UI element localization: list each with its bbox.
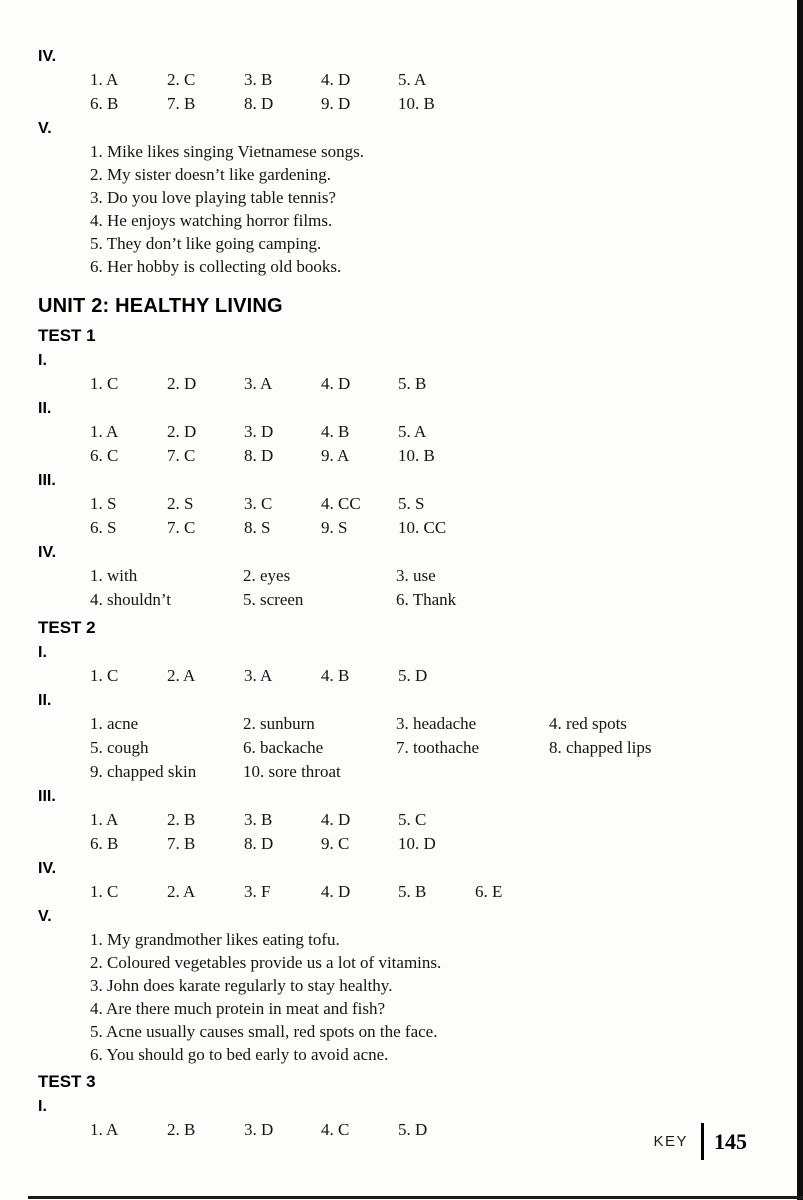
answer-grid bbox=[90, 1118, 743, 1142]
answer-item: 10. CC bbox=[398, 518, 447, 537]
answer-grid bbox=[90, 808, 743, 856]
answer-sentence: 6. You should go to bed early to avoid acne. bbox=[90, 1045, 389, 1064]
answer-item: 8. chapped lips bbox=[549, 738, 652, 757]
answer-item: 3. use bbox=[396, 566, 436, 585]
answer-grid bbox=[90, 664, 743, 688]
answer-row bbox=[90, 736, 743, 760]
answer-sentence: 1. Mike likes singing Vietnamese songs. bbox=[90, 142, 364, 161]
sentence-list bbox=[90, 140, 743, 278]
answer-item: 7. C bbox=[167, 446, 196, 465]
section-label: II. bbox=[38, 692, 52, 709]
answer-item: 6. backache bbox=[243, 738, 324, 757]
answer-grid bbox=[90, 492, 743, 540]
answer-item: 4. D bbox=[321, 882, 351, 901]
answer-sentence: 3. Do you love playing table tennis? bbox=[90, 188, 336, 207]
answer-grid bbox=[90, 420, 743, 468]
answer-item: 4. shouldn’t bbox=[90, 590, 171, 609]
answer-sentence: 1. My grandmother likes eating tofu. bbox=[90, 930, 340, 949]
answer-row bbox=[90, 760, 743, 784]
answer-item: 5. cough bbox=[90, 738, 149, 757]
answer-item: 1. acne bbox=[90, 714, 139, 733]
answer-item: 2. sunburn bbox=[243, 714, 315, 733]
answer-item: 1. with bbox=[90, 566, 138, 585]
answer-item: 10. D bbox=[398, 834, 436, 853]
section-label: V. bbox=[38, 908, 52, 925]
answer-item: 4. red spots bbox=[549, 714, 627, 733]
answer-item: 3. B bbox=[244, 810, 273, 829]
answer-item: 4. D bbox=[321, 374, 351, 393]
answer-item: 5. C bbox=[398, 810, 427, 829]
answer-sentence: 6. Her hobby is collecting old books. bbox=[90, 257, 342, 276]
answer-row bbox=[90, 444, 743, 468]
answer-item: 3. F bbox=[244, 882, 271, 901]
answer-item: 3. B bbox=[244, 70, 273, 89]
test-heading: TEST 2 bbox=[38, 618, 96, 637]
answer-grid bbox=[90, 712, 743, 784]
answer-item: 2. B bbox=[167, 1120, 196, 1139]
answer-item: 9. S bbox=[321, 518, 348, 537]
answer-item: 1. A bbox=[90, 1120, 119, 1139]
answer-grid bbox=[90, 564, 743, 612]
answer-item: 3. headache bbox=[396, 714, 477, 733]
unit-heading: UNIT 2: HEALTHY LIVING bbox=[38, 295, 283, 317]
answer-item: 1. A bbox=[90, 810, 119, 829]
answer-row bbox=[90, 588, 743, 612]
scan-edge-right bbox=[797, 0, 803, 1200]
answer-item: 6. C bbox=[90, 446, 119, 465]
answer-sentence: 2. My sister doesn’t like gardening. bbox=[90, 165, 331, 184]
answer-item: 2. B bbox=[167, 810, 196, 829]
answer-item: 8. D bbox=[244, 94, 274, 113]
answer-item: 1. C bbox=[90, 374, 119, 393]
answer-sentence: 4. He enjoys watching horror films. bbox=[90, 211, 333, 230]
section-label: III. bbox=[38, 472, 56, 489]
answer-item: 8. D bbox=[244, 834, 274, 853]
answer-item: 7. B bbox=[167, 94, 196, 113]
answer-item: 5. D bbox=[398, 666, 428, 685]
answer-row bbox=[90, 880, 743, 904]
test-heading: TEST 1 bbox=[38, 326, 96, 345]
footer-divider-rule bbox=[701, 1123, 704, 1160]
answer-item: 3. C bbox=[244, 494, 273, 513]
section-label: V. bbox=[38, 120, 52, 137]
answer-row bbox=[90, 492, 743, 516]
sentence-list bbox=[90, 928, 743, 1066]
scan-edge-bottom bbox=[28, 1196, 803, 1199]
answer-item: 9. A bbox=[321, 446, 350, 465]
section-label: II. bbox=[38, 400, 52, 417]
answer-item: 10. B bbox=[398, 94, 435, 113]
answer-item: 3. D bbox=[244, 1120, 274, 1139]
answer-item: 5. S bbox=[398, 494, 425, 513]
answer-row bbox=[90, 516, 743, 540]
answer-item: 6. B bbox=[90, 94, 119, 113]
section-label: IV. bbox=[38, 48, 57, 65]
answer-item: 2. S bbox=[167, 494, 194, 513]
section-label: I. bbox=[38, 644, 47, 661]
answer-item: 6. Thank bbox=[396, 590, 457, 609]
answer-row bbox=[90, 832, 743, 856]
answer-row bbox=[90, 564, 743, 588]
answer-item: 9. C bbox=[321, 834, 350, 853]
section-label: I. bbox=[38, 352, 47, 369]
answer-row bbox=[90, 712, 743, 736]
answer-item: 3. A bbox=[244, 666, 273, 685]
answer-item: 3. A bbox=[244, 374, 273, 393]
answer-row bbox=[90, 1118, 743, 1142]
answer-row bbox=[90, 372, 743, 396]
answer-row bbox=[90, 664, 743, 688]
answer-sentence: 2. Coloured vegetables provide us a lot of vitamins. bbox=[90, 953, 442, 972]
answer-item: 4. B bbox=[321, 422, 350, 441]
answer-item: 4. D bbox=[321, 70, 351, 89]
answer-item: 1. C bbox=[90, 666, 119, 685]
page-number: 145 bbox=[714, 1128, 747, 1154]
answer-item: 5. D bbox=[398, 1120, 428, 1139]
answer-item: 5. A bbox=[398, 422, 427, 441]
answer-grid bbox=[90, 372, 743, 396]
answer-item: 2. A bbox=[167, 882, 196, 901]
answer-item: 5. B bbox=[398, 374, 427, 393]
answer-item: 7. B bbox=[167, 834, 196, 853]
answer-item: 4. CC bbox=[321, 494, 361, 513]
answer-item: 1. A bbox=[90, 422, 119, 441]
answer-sentence: 3. John does karate regularly to stay healthy. bbox=[90, 976, 393, 995]
answer-item: 9. chapped skin bbox=[90, 762, 197, 781]
answer-item: 8. S bbox=[244, 518, 271, 537]
answer-item: 10. B bbox=[398, 446, 435, 465]
answer-item: 4. C bbox=[321, 1120, 350, 1139]
answer-item: 5. screen bbox=[243, 590, 304, 609]
answer-item: 2. C bbox=[167, 70, 196, 89]
answer-item: 2. eyes bbox=[243, 566, 291, 585]
answer-row bbox=[90, 92, 743, 116]
section-label: IV. bbox=[38, 544, 57, 561]
answer-item: 5. A bbox=[398, 70, 427, 89]
page-footer bbox=[653, 1123, 747, 1160]
answer-item: 8. D bbox=[244, 446, 274, 465]
answer-item: 1. C bbox=[90, 882, 119, 901]
answer-item: 10. sore throat bbox=[243, 762, 341, 781]
answer-item: 9. D bbox=[321, 94, 351, 113]
answer-item: 4. D bbox=[321, 810, 351, 829]
section-label: IV. bbox=[38, 860, 57, 877]
answer-item: 2. D bbox=[167, 374, 197, 393]
answer-grid bbox=[90, 68, 743, 116]
footer-key-label: KEY bbox=[653, 1133, 688, 1150]
answer-item: 7. C bbox=[167, 518, 196, 537]
answer-item: 5. B bbox=[398, 882, 427, 901]
answer-item: 6. E bbox=[475, 882, 503, 901]
answer-item: 2. A bbox=[167, 666, 196, 685]
answer-sentence: 4. Are there much protein in meat and fish? bbox=[90, 999, 386, 1018]
answer-item: 7. toothache bbox=[396, 738, 480, 757]
section-label: I. bbox=[38, 1098, 47, 1115]
answer-item: 6. S bbox=[90, 518, 117, 537]
answer-sentence: 5. They don’t like going camping. bbox=[90, 234, 322, 253]
answer-sentence: 5. Acne usually causes small, red spots on the face. bbox=[90, 1022, 438, 1041]
answer-row bbox=[90, 808, 743, 832]
answer-row bbox=[90, 68, 743, 92]
answer-row bbox=[90, 420, 743, 444]
answer-item: 4. B bbox=[321, 666, 350, 685]
answer-item: 1. S bbox=[90, 494, 117, 513]
test-heading: TEST 3 bbox=[38, 1072, 96, 1091]
answer-item: 3. D bbox=[244, 422, 274, 441]
answer-grid bbox=[90, 880, 743, 904]
answer-item: 2. D bbox=[167, 422, 197, 441]
answer-item: 1. A bbox=[90, 70, 119, 89]
section-label: III. bbox=[38, 788, 56, 805]
answer-item: 6. B bbox=[90, 834, 119, 853]
